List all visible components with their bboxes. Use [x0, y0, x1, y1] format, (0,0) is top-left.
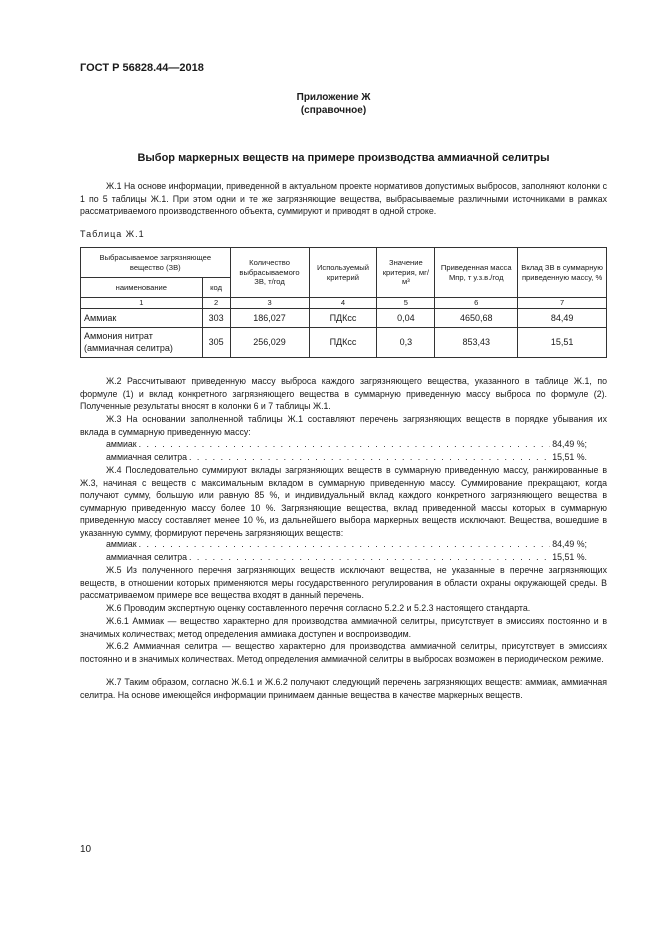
list-item-value: 84,49 %;	[552, 439, 587, 449]
paragraph-zh1-text: Ж.1 На основе информации, приведенной в актуальном проекте нормативов допустимых выбросов, заполняют колонки с 1 по 5 таблицы Ж.1. При этом одни и те же загрязняющие вещества, выбрасываемые различными источниками в рамках рассматриваемого производственного объекта, суммируют и приводят в одной строке.	[80, 181, 607, 217]
column-number: 5	[377, 298, 435, 309]
cell-value: 0,04	[377, 308, 435, 327]
list-item	[106, 438, 587, 451]
section-title: Выбор маркерных веществ на примере производства аммиачной селитры	[137, 152, 550, 164]
paragraph-zh3	[80, 413, 607, 438]
cell-name: Аммония нитрат (аммиачная селитра)	[81, 327, 203, 357]
header-criterion: Используемый критерий	[309, 248, 377, 298]
leader-dots	[189, 551, 550, 564]
list-item	[106, 451, 587, 464]
paragraph-zh5-text: Ж.5 Из полученного перечня загрязняющих веществ исключают вещества, не указанные в перечне загрязняющих веществ, в отношении которых применяются меры государственного регулирования в области охраны окружающей среды. В рассматриваемом примере все вещества входят в данный перечень.	[80, 565, 607, 601]
paragraph-zh2	[80, 375, 607, 413]
header-amount: Количество выбрасываемого ЗВ, т/год	[230, 248, 309, 298]
column-number: 6	[435, 298, 518, 309]
cell-name: Аммиак	[81, 308, 203, 327]
paragraph-zh4	[80, 464, 607, 540]
list-item	[106, 538, 587, 551]
appendix-title: Приложение Ж	[296, 92, 371, 103]
list-item-value: 15,51 %.	[552, 452, 587, 462]
cell-amount: 256,029	[230, 327, 309, 357]
list-item-label: аммиачная селитра	[106, 452, 188, 462]
emissions-table	[80, 247, 607, 358]
paragraph-zh2-text: Ж.2 Рассчитывают приведенную массу выброса каждого загрязняющего вещества, указанного в таблице Ж.1, по формуле (1) и вклад конкретного загрязняющего вещества в суммарную приведенную массу выброса по формуле (2). Полученные результаты вносят в колонки 6 и 7 таблицы Ж.1.	[80, 376, 607, 412]
leader-dots	[189, 451, 550, 464]
cell-code: 303	[202, 308, 230, 327]
header-criterion-value: Значение критерия, мг/м³	[377, 248, 435, 298]
column-number: 3	[230, 298, 309, 309]
table-caption: Таблица Ж.1	[80, 229, 145, 239]
leader-dots	[139, 438, 551, 451]
table-row	[81, 308, 607, 327]
header-name: наименование	[81, 278, 203, 298]
list-item-value: 84,49 %;	[552, 539, 587, 549]
paragraph-zh6-1-text: Ж.6.1 Аммиак — вещество характерно для производства аммиачной селитры, присутствует в эмиссиях постоянно и в значимых количествах; метод определения аммиака доступен и воспроизводим.	[80, 616, 607, 639]
paragraph-zh3-text: Ж.3 На основании заполненной таблицы Ж.1 составляют перечень загрязняющих веществ в порядке убывания их вклада в суммарную приведенную массу:	[80, 414, 607, 437]
list-item	[106, 551, 587, 564]
header-code: код	[202, 278, 230, 298]
column-number: 2	[202, 298, 230, 309]
paragraph-zh7	[80, 676, 607, 701]
cell-contribution: 15,51	[518, 327, 607, 357]
paragraph-zh6-2	[80, 640, 607, 665]
cell-code: 305	[202, 327, 230, 357]
cell-value: 0,3	[377, 327, 435, 357]
paragraph-zh7-text: Ж.7 Таким образом, согласно Ж.6.1 и Ж.6.2 получают следующий перечень загрязняющих веществ: аммиак, аммиачная селитра. На основе имеющейся информации принимаем данные вещества в качестве маркерных веществ.	[80, 677, 607, 700]
paragraph-zh6-2-text: Ж.6.2 Аммиачная селитра — вещество характерно для производства аммиачной селитры, присутствует в эмиссиях постоянно и в значимых количествах. Метод определения аммиачной селитры в выбросах возможен в периодическом режиме.	[80, 641, 607, 664]
header-pollutant-group: Выбрасываемое загрязняющее вещество (ЗВ)	[81, 248, 231, 278]
cell-reduced-mass: 4650,68	[435, 308, 518, 327]
list-item-label: аммиачная селитра	[106, 552, 188, 562]
header-contribution: Вклад ЗВ в суммарную приведенную массу, %	[518, 248, 607, 298]
paragraph-zh6-text: Ж.6 Проводим экспертную оценку составленного перечня согласно 5.2.2 и 5.2.3 настоящего стандарта.	[106, 603, 531, 613]
list-item-label: аммиак	[106, 539, 137, 549]
appendix-subtitle: (справочное)	[300, 105, 367, 116]
paragraph-zh6	[80, 602, 607, 615]
column-number: 4	[309, 298, 377, 309]
paragraph-zh6-1	[80, 615, 607, 640]
cell-amount: 186,027	[230, 308, 309, 327]
document-standard-number: ГОСТ Р 56828.44—2018	[80, 62, 204, 74]
paragraph-zh1	[80, 180, 607, 218]
leader-dots	[139, 538, 551, 551]
list-item-label: аммиак	[106, 439, 137, 449]
cell-criterion: ПДКсс	[309, 327, 377, 357]
table-row	[81, 327, 607, 357]
list-item-value: 15,51 %.	[552, 552, 587, 562]
paragraph-zh4-text: Ж.4 Последовательно суммируют вклады загрязняющих веществ в суммарную приведенную массу, ранжированные в Ж.3, начиная с веществ с максимальным вкладом в суммарную приведенную массу. Суммирование прекращают, когда получают сумму, большую или равную 85 %, и индивидуальный вклад каждого конкретного загрязняющего вещества в суммарную приведенную массу более 10 %. Загрязняющие вещества, вклад приведенной массы которых в суммарную приведенную массу составляет менее 10 %, из дальнейшего выбора маркерных веществ исключают. Вещества, вошедшие в указанную сумму, формируют перечень загрязняющих веществ:	[80, 465, 607, 538]
cell-contribution: 84,49	[518, 308, 607, 327]
cell-reduced-mass: 853,43	[435, 327, 518, 357]
paragraph-zh5	[80, 564, 607, 602]
page-number: 10	[80, 844, 92, 855]
header-reduced-mass: Приведенная масса Mпр, т у.з.в./год	[435, 248, 518, 298]
column-number: 1	[81, 298, 203, 309]
column-number: 7	[518, 298, 607, 309]
cell-criterion: ПДКсс	[309, 308, 377, 327]
